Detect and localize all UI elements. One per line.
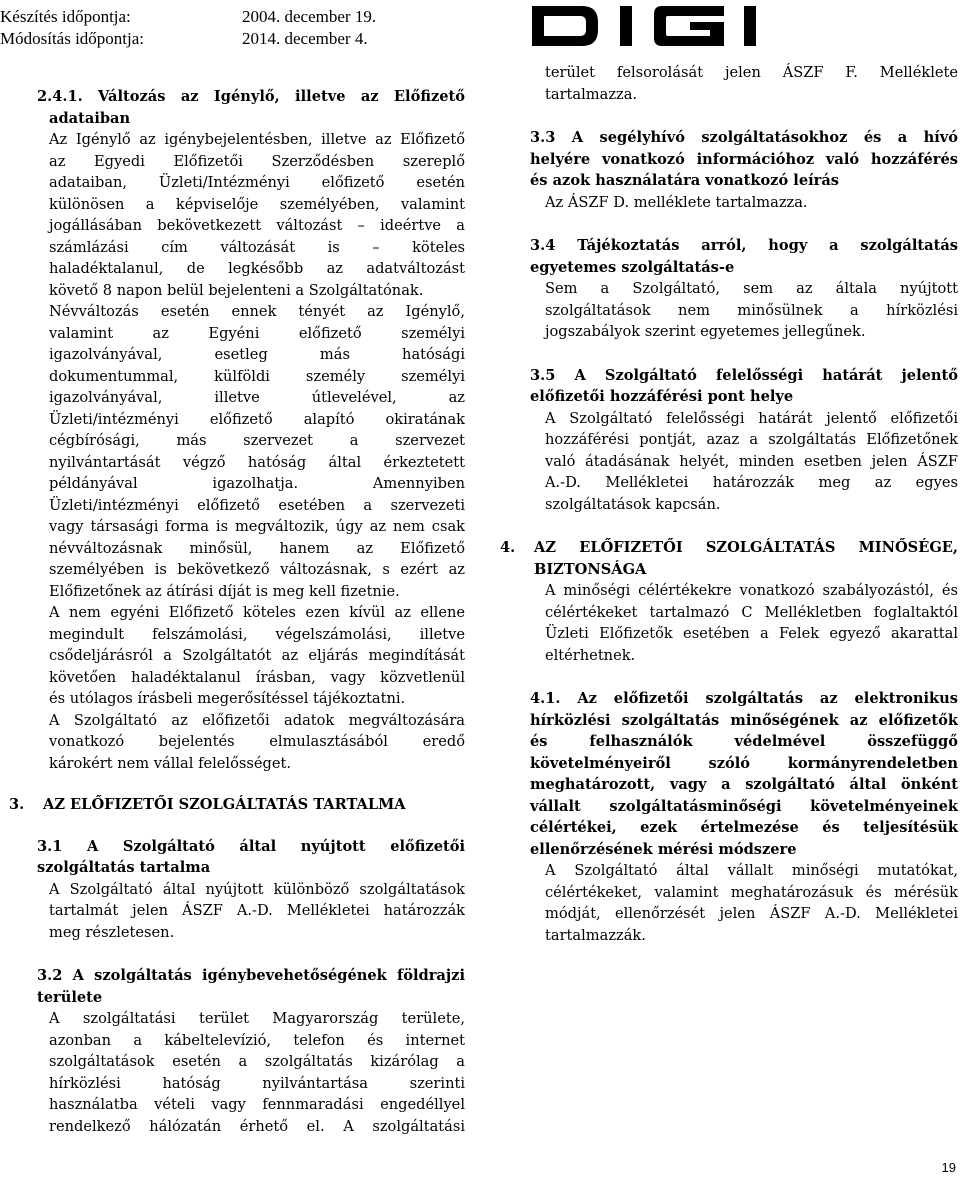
section-4-body: [530, 580, 958, 666]
text-line: használatba vételi vagy fennmaradási engedéllyel: [49, 1096, 465, 1113]
text-line: Névváltozás esetén ennek tényét az Igénylő,: [49, 303, 465, 320]
text-line: 3.4 Tájékoztatás arról, hogy a szolgáltatás: [530, 237, 958, 254]
text-line: és azok használatára vonatkozó leírás: [530, 172, 840, 189]
text-line: szolgáltatás tartalma: [37, 859, 211, 876]
section-4-title: [500, 537, 958, 580]
text-line: jogállásában bekövetkezett változást – ideértve a: [49, 217, 465, 234]
created-label: Készítés időpontja:: [0, 7, 131, 26]
section-3-2-body: [37, 1008, 465, 1137]
digi-logo: [530, 4, 830, 48]
right-column: [500, 62, 958, 946]
text-line: valamint az Egyéni előfizető személyi: [49, 324, 465, 342]
paragraph-liability: [37, 710, 465, 775]
text-line: személyében is bekövetkező változásnak, s ezért az: [49, 561, 465, 578]
created-value: 2004. december 19.: [242, 7, 377, 26]
text-line: A Szolgáltató az előfizetői adatok megváltozására: [49, 711, 465, 729]
text-line: szolgáltatások kapcsán.: [545, 495, 721, 513]
paragraph-liquidation: [37, 602, 465, 710]
text-line: csődeljárásról a Szolgáltatót az eljárás megindítását: [49, 647, 465, 664]
text-line: hírközlési hatóság nyilvántartása szerinti: [49, 1074, 465, 1092]
text-line: károkért nem vállal felelősséget.: [49, 754, 291, 772]
text-line: eltérhetnek.: [545, 646, 636, 664]
section-4-number: 4.: [500, 539, 516, 556]
text-line: AZ ELŐFIZETŐI SZOLGÁLTATÁS MINŐSÉGE,: [534, 539, 958, 556]
text-line: tartalmazza.: [545, 85, 638, 103]
section-3-title: [9, 794, 465, 816]
text-line: nyilvántartását végző hatóság által érkeztetett: [49, 453, 465, 471]
modified-row: [0, 28, 376, 50]
text-line: célértékeket tartalmazó C Mellékletben foglaltaktól: [545, 603, 958, 621]
text-line: Az Igénylő az igénybejelentésben, illetve az Előfizető: [49, 131, 465, 148]
text-line: hírközlési szolgáltatás minőségének az előfizetők: [530, 711, 958, 729]
text-line: az Egyedi Előfizetői Szerződésben szereplő: [49, 152, 465, 170]
text-line: A szolgáltatási terület Magyarország területe,: [49, 1010, 465, 1027]
section-3-text: AZ ELŐFIZETŐI SZOLGÁLTATÁS TARTALMA: [43, 796, 406, 813]
text-line: célértékei, ezek értelmezése és teljesítésük: [530, 819, 958, 836]
section-3-5-body: [530, 408, 958, 516]
paragraph-name-change: [37, 301, 465, 602]
text-line: helyére vonatkozó információhoz való hozzáférés: [530, 150, 958, 168]
text-line: hozzáférési pontját, azaz a szolgáltatás Előfizetőnek: [545, 431, 958, 448]
text-line: követő 8 napon belül bejelenteni a Szolgáltatónak.: [49, 281, 424, 299]
text-line: azonban a kábeltelevízió, telefon és internet: [49, 1031, 465, 1049]
text-line: célértékeket, valamint meghatározásuk és mérésük: [545, 883, 958, 901]
text-line: Sem a Szolgáltató, sem az általa nyújtott: [545, 280, 958, 297]
left-column: [9, 62, 465, 1137]
text-line: vállalt szolgáltatásminőségi követelményeinek: [530, 797, 958, 815]
text-line: tartalmazzák.: [545, 926, 646, 944]
text-line: ellenőrzésének mérési módszere: [530, 840, 797, 858]
section-4-title-text: [534, 537, 958, 580]
text-line: A Szolgáltató által nyújtott különböző szolgáltatások: [49, 880, 465, 898]
text-line: meg részletesen.: [49, 923, 175, 941]
text-line: 4.1. Az előfizetői szolgáltatás az elektronikus: [530, 690, 958, 707]
text-line: követelményeiről szóló kormányrendeletben: [530, 754, 958, 772]
section-3-1-title: [37, 836, 465, 879]
document-header: [0, 6, 376, 50]
text-line: cégbírósági, más szervezet a szervezet: [49, 432, 465, 449]
created-row: [0, 6, 376, 28]
text-line: terület felsorolását jelen ÁSZF F. Melléklete: [545, 64, 958, 81]
text-line: példányával igazolhatja. Amennyiben: [49, 475, 465, 492]
section-3-4-body: [530, 278, 958, 343]
text-line: megindult felszámolási, végelszámolási, illetve: [49, 625, 465, 643]
paragraph-address-change: [37, 129, 465, 301]
text-line: Üzleti/intézményi előfizető alapító okiratának: [49, 410, 465, 428]
text-line: módját, ellenőrzését jelen ÁSZF A.-D. Mellékletei: [545, 905, 958, 922]
section-3-5-title: [530, 365, 958, 408]
text-line: BIZTONSÁGA: [534, 560, 647, 578]
modified-label: Módosítás időpontja:: [0, 29, 145, 48]
text-line: számlázási cím változását is – köteles: [49, 238, 465, 256]
text-line: névváltozásnak minősül, hanem az Előfizető: [49, 539, 465, 557]
section-3-2-continued: [530, 62, 958, 105]
section-3-2-title: [37, 965, 465, 1008]
text-line: A.-D. Mellékletei határozzák meg az egyes: [545, 474, 958, 491]
text-line: szolgáltatások nem minősülnek a hírközlési: [545, 301, 958, 319]
text-line: való átadásának helyét, minden esetben jelen ÁSZF: [545, 452, 958, 470]
section-2-4-1-title-cont: adataiban: [49, 109, 131, 127]
text-line: A Szolgáltató által vállalt minőségi mutatókat,: [545, 862, 958, 879]
text-line: egyetemes szolgáltatás-e: [530, 258, 735, 276]
section-3-1-body: [37, 879, 465, 944]
text-line: 3.3 A segélyhívó szolgáltatásokhoz és a hívó: [530, 129, 958, 146]
text-line: Üzleti Előfizetők esetében a Felek egyező akarattal: [545, 625, 958, 642]
text-line: meghatározott, vagy a szolgáltató által önként: [530, 776, 958, 793]
text-line: 3.5 A Szolgáltató felelősségi határát jelentő: [530, 366, 958, 384]
text-line: igazolványával, illetve útlevelével, az: [49, 389, 465, 406]
text-line: jogszabályok szerint egyetemes jellegűnek.: [545, 323, 866, 340]
text-line: A minőségi célértékekre vonatkozó szabályozástól, és: [545, 582, 958, 599]
section-4-1-title: [530, 688, 958, 860]
text-line: dokumentummal, külföldi személy személyi: [49, 367, 465, 385]
text-line: követően haladéktalanul írásban, vagy közvetlenül: [49, 668, 465, 686]
section-3-number: 3.: [9, 796, 25, 813]
text-line: vonatkozó bejelentés elmulasztásából eredő: [49, 733, 465, 750]
text-line: különösen a képviselője személyében, valamint: [49, 195, 465, 213]
digi-logo-mark: [530, 4, 830, 48]
page-number: 19: [941, 1160, 956, 1175]
section-3-3-title: [530, 127, 958, 192]
text-line: 3.1 A Szolgáltató által nyújtott előfizetői: [37, 837, 465, 855]
text-line: előfizetői hozzáférési pont helye: [530, 388, 794, 405]
text-line: szolgáltatások esetén a szolgáltatás kizárólag a: [49, 1053, 465, 1070]
text-line: igazolványával, esetleg más hatósági: [49, 346, 465, 363]
modified-value: 2014. december 4.: [242, 29, 368, 48]
section-2-4-1-title: 2.4.1. Változás az Igénylő, illetve az Előfizető: [37, 88, 465, 105]
text-line: 3.2 A szolgáltatás igénybevehetőségének földrajzi: [37, 967, 465, 984]
text-line: területe: [37, 988, 103, 1006]
text-line: Üzleti/intézményi előfizető esetében a szervezeti: [49, 496, 465, 514]
section-3-4-title: [530, 235, 958, 278]
text-line: és felhasználók védelmével összefüggő: [530, 733, 958, 750]
text-line: rendelkező hálózatán érhető el. A szolgáltatási: [49, 1117, 465, 1135]
section-3-3-body: Az ÁSZF D. melléklete tartalmazza.: [545, 193, 808, 211]
text-line: és utólagos írásbeli megerősítéssel tájékoztatni.: [49, 690, 406, 707]
text-line: haladéktalanul, de legkésőbb az adatváltozást: [49, 260, 465, 277]
text-line: vagy társasági forma is megváltozik, úgy az nem csak: [49, 518, 465, 535]
text-line: adataiban, Üzleti/Intézményi előfizető esetén: [49, 174, 465, 191]
text-line: A Szolgáltató felelősségi határát jelentő előfizetői: [545, 409, 958, 427]
section-4-1-body: [530, 860, 958, 946]
text-line: Előfizetőnek az átírási díját is meg kell fizetnie.: [49, 582, 400, 600]
text-line: A nem egyéni Előfizető köteles ezen kívül az ellene: [49, 604, 465, 621]
text-line: tartalmát jelen ÁSZF A.-D. Mellékletei határozzák: [49, 902, 465, 919]
